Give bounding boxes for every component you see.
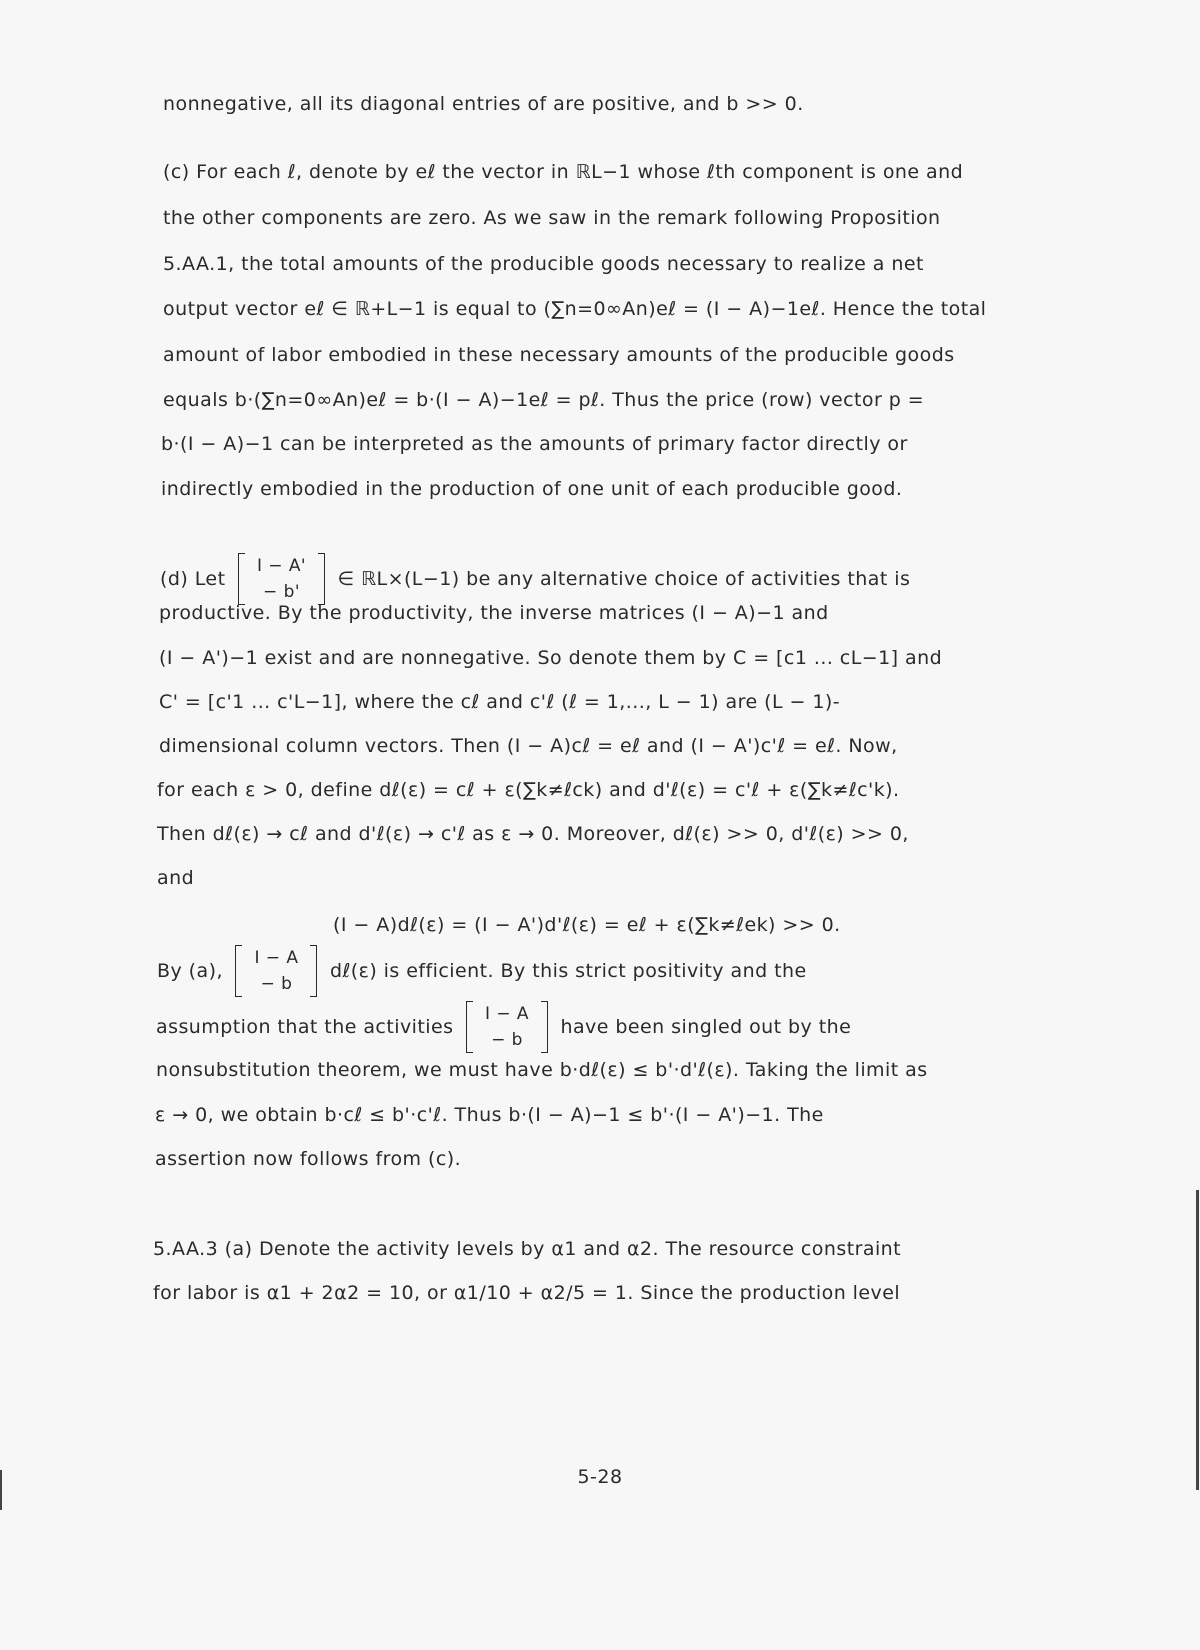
- text-line: Then dℓ(ε) → cℓ and d'ℓ(ε) → c'ℓ as ε → 0. Moreover, dℓ(ε) >> 0, d'ℓ(ε) >> 0,: [157, 823, 909, 845]
- text-line: b·(I − A)−1 can be interpreted as the amounts of primary factor directly or: [161, 433, 908, 455]
- text-fragment: (d) Let: [160, 567, 226, 590]
- matrix-cell: I − A: [254, 947, 299, 968]
- text-fragment: By (a),: [157, 959, 223, 982]
- matrix-cell: I − A': [256, 555, 307, 576]
- text-line: and: [157, 867, 195, 889]
- text-line: C' = [c'1 ... c'L−1], where the cℓ and c'ℓ (ℓ = 1,..., L − 1) are (L − 1)-: [159, 691, 841, 713]
- text-line: assertion now follows from (c).: [155, 1148, 462, 1170]
- text-line: the other components are zero. As we saw in the remark following Proposition: [163, 207, 941, 229]
- matrix: [466, 1001, 548, 1053]
- matrix-bracket-left: [466, 1001, 473, 1053]
- matrix-bracket-right: [541, 1001, 548, 1053]
- matrix: [238, 553, 325, 605]
- text-line: 5.AA.1, the total amounts of the producible goods necessary to realize a net: [163, 253, 924, 275]
- matrix-cells: [473, 1001, 541, 1053]
- text-line: for each ε > 0, define dℓ(ε) = cℓ + ε(∑k≠ℓck) and d'ℓ(ε) = c'ℓ + ε(∑k≠ℓc'k).: [157, 779, 900, 801]
- matrix-cell: − b': [263, 581, 300, 602]
- matrix-bracket-right: [318, 553, 325, 605]
- scan-edge-mark: [1196, 1190, 1199, 1490]
- text-line: (I − A')−1 exist and are nonnegative. So denote them by C = [c1 ... cL−1] and: [159, 647, 943, 669]
- equation: (I − A)dℓ(ε) = (I − A')d'ℓ(ε) = eℓ + ε(∑k≠ℓek) >> 0.: [333, 914, 841, 936]
- text-line: [160, 552, 910, 605]
- text-fragment: assumption that the activities: [156, 1015, 454, 1038]
- scan-edge-mark: [0, 1470, 2, 1510]
- text-line: for labor is α1 + 2α2 = 10, or α1/10 + α2/5 = 1. Since the production level: [153, 1282, 901, 1304]
- text-line: dimensional column vectors. Then (I − A)cℓ = eℓ and (I − A')c'ℓ = eℓ. Now,: [159, 735, 898, 757]
- text-line: output vector eℓ ∈ ℝ+L−1 is equal to (∑n=0∞An)eℓ = (I − A)−1eℓ. Hence the total: [163, 298, 987, 320]
- matrix-bracket-right: [310, 945, 317, 997]
- text-fragment: have been singled out by the: [560, 1015, 852, 1038]
- text-fragment: ∈ ℝL×(L−1) be any alternative choice of activities that is: [337, 567, 911, 590]
- matrix-cells: [242, 945, 310, 997]
- text-line: [157, 944, 807, 997]
- text-line: equals b·(∑n=0∞An)eℓ = b·(I − A)−1eℓ = pℓ. Thus the price (row) vector p =: [163, 389, 925, 411]
- matrix-bracket-left: [238, 553, 245, 605]
- matrix-cells: [245, 553, 318, 605]
- text-fragment: dℓ(ε) is efficient. By this strict positivity and the: [329, 959, 807, 982]
- matrix-cell: I − A: [485, 1003, 529, 1024]
- page-number: 5-28: [577, 1466, 623, 1488]
- text-line: ε → 0, we obtain b·cℓ ≤ b'·c'ℓ. Thus b·(I − A)−1 ≤ b'·(I − A')−1. The: [155, 1104, 824, 1126]
- matrix-cell: − b: [491, 1029, 523, 1050]
- text-line: nonsubstitution theorem, we must have b·dℓ(ε) ≤ b'·d'ℓ(ε). Taking the limit as: [156, 1059, 928, 1081]
- matrix: [235, 945, 317, 997]
- text-line: [156, 1000, 851, 1053]
- text-line: amount of labor embodied in these necessary amounts of the producible goods: [163, 344, 955, 366]
- matrix-bracket-left: [235, 945, 242, 997]
- text-line: productive. By the productivity, the inverse matrices (I − A)−1 and: [159, 602, 829, 624]
- text-line: 5.AA.3 (a) Denote the activity levels by α1 and α2. The resource constraint: [153, 1238, 902, 1260]
- text-line: indirectly embodied in the production of one unit of each producible good.: [161, 478, 903, 500]
- matrix-cell: − b: [260, 973, 293, 994]
- text-line: nonnegative, all its diagonal entries of are positive, and b >> 0.: [163, 93, 804, 115]
- text-line: (c) For each ℓ, denote by eℓ the vector in ℝL−1 whose ℓth component is one and: [163, 161, 964, 183]
